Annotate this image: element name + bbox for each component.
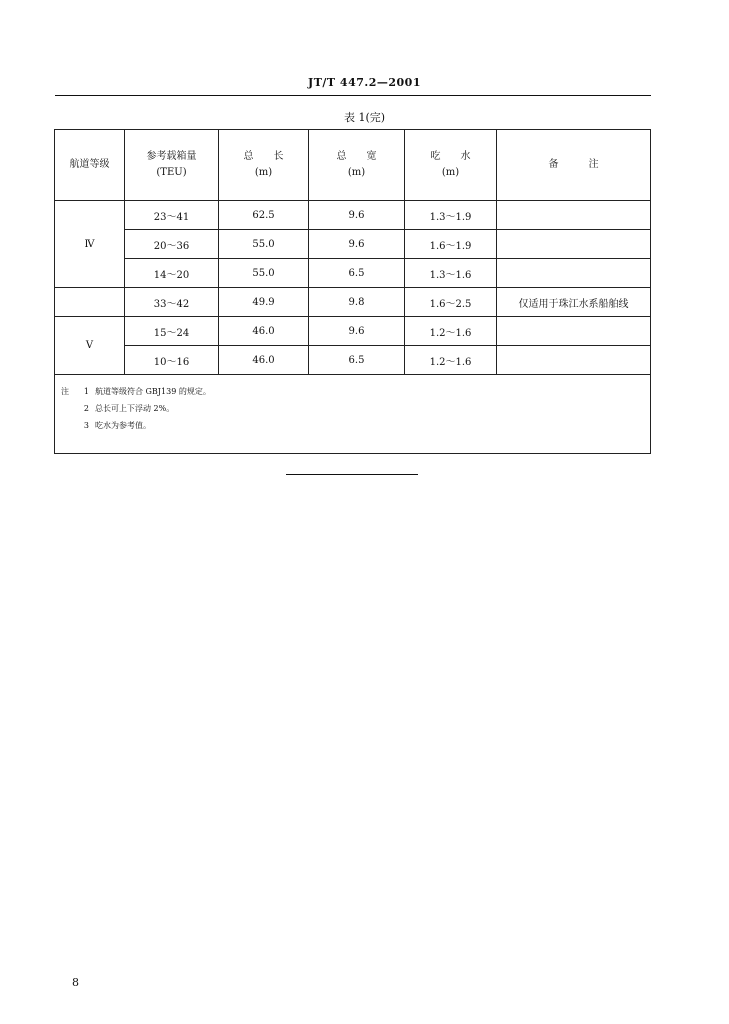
note-cell [497,346,651,375]
header-grade: 航道等级 [55,130,125,201]
note-text: 航道等级符合 GBJ139 的规定。 [95,387,211,396]
width-cell: 9.6 [309,317,405,346]
draft-cell: 1.6～2.5 [405,288,497,317]
header-rule [55,95,651,96]
page-number: 8 [72,976,79,989]
note-text: 吃水为参考值。 [95,421,151,430]
note-number: 2 [83,404,89,413]
teu-cell: 23～41 [125,201,219,230]
table-row [55,288,651,317]
note-cell: 仅适用于珠江水系船舶线 [497,288,651,317]
draft-cell: 1.3～1.9 [405,201,497,230]
note-number: 3 [83,421,89,430]
header-note: 备 注 [497,130,651,201]
note-number: 1 [83,387,89,396]
draft-cell: 1.6～1.9 [405,230,497,259]
length-cell: 49.9 [219,288,309,317]
table-header-row [55,130,651,201]
table-row [55,201,651,230]
note-cell [497,317,651,346]
grade-cell: Ⅳ [55,201,125,288]
note-line [61,417,650,434]
length-cell: 62.5 [219,201,309,230]
spec-table [54,129,651,454]
note-line [61,383,650,400]
end-rule [286,474,418,475]
length-cell: 46.0 [219,317,309,346]
draft-cell: 1.2～1.6 [405,317,497,346]
standard-code: JT/T 447.2—2001 [308,76,421,89]
table-caption: 表 1(完) [343,111,386,124]
table-row [55,230,651,259]
length-cell: 55.0 [219,259,309,288]
grade-cell-empty [55,288,125,317]
table-notes [55,375,651,454]
length-cell: 46.0 [219,346,309,375]
header-length: 总 长 (m) [219,130,309,201]
header-teu: 参考载箱量 (TEU) [125,130,219,201]
note-cell [497,230,651,259]
table-row [55,317,651,346]
spec-table-container [54,129,650,454]
draft-cell: 1.3～1.6 [405,259,497,288]
grade-cell: Ⅴ [55,317,125,375]
width-cell: 6.5 [309,346,405,375]
header-width: 总 宽 (m) [309,130,405,201]
teu-cell: 20～36 [125,230,219,259]
width-cell: 6.5 [309,259,405,288]
width-cell: 9.6 [309,201,405,230]
notes-row [55,375,651,454]
width-cell: 9.6 [309,230,405,259]
teu-cell: 15～24 [125,317,219,346]
header-draft: 吃 水 (m) [405,130,497,201]
note-cell [497,201,651,230]
table-row [55,259,651,288]
notes-label: 注 [61,387,69,396]
width-cell: 9.8 [309,288,405,317]
table-row [55,346,651,375]
draft-cell: 1.2～1.6 [405,346,497,375]
note-cell [497,259,651,288]
teu-cell: 33～42 [125,288,219,317]
note-line [61,400,650,417]
note-text: 总长可上下浮动 2%。 [95,404,175,413]
length-cell: 55.0 [219,230,309,259]
teu-cell: 10～16 [125,346,219,375]
teu-cell: 14～20 [125,259,219,288]
